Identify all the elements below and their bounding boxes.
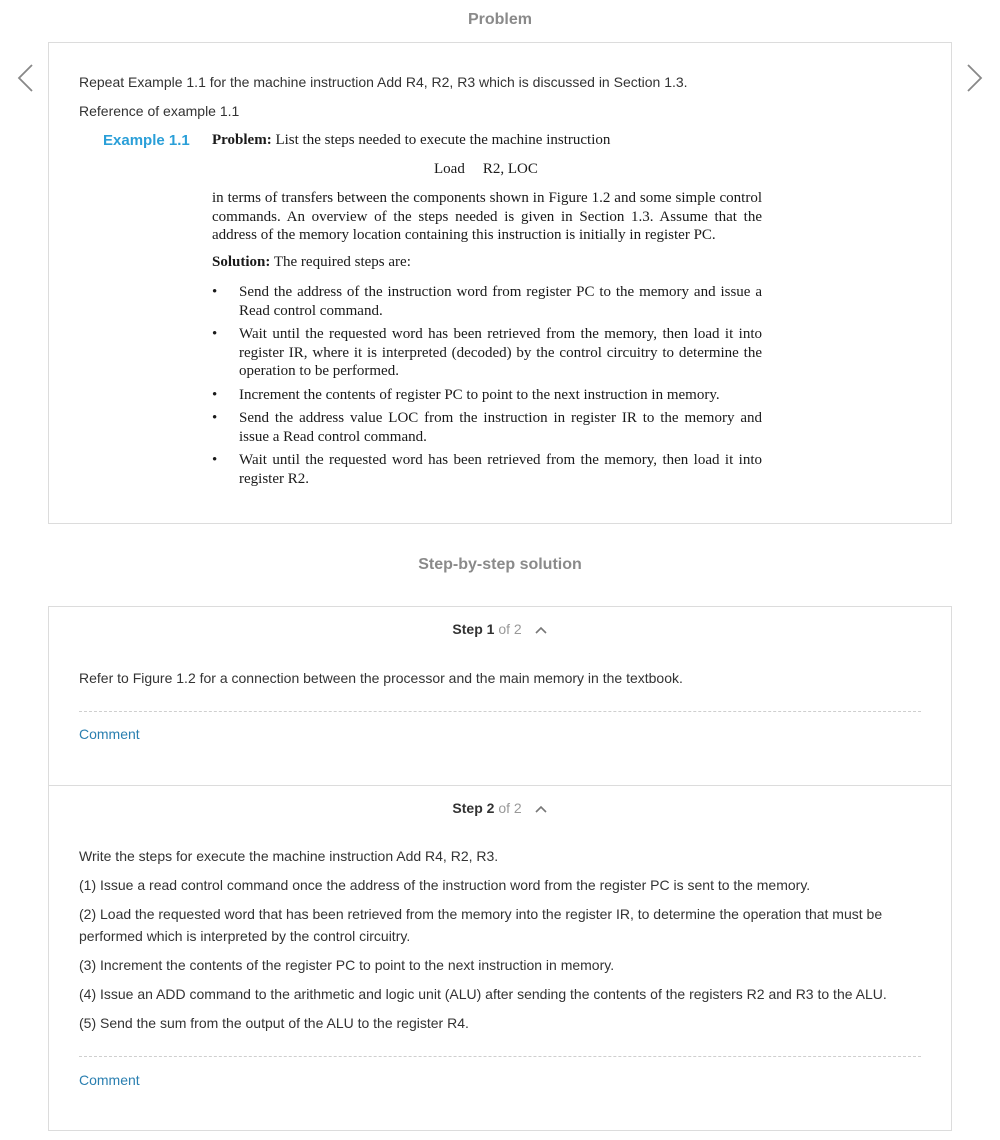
step-paragraph: (4) Issue an ADD command to the arithmetic and logic unit (ALU) after sending the contents of the registers R2 and R3 to the ALU. — [79, 986, 887, 1002]
list-item: • Increment the contents of register PC to point to the next instruction in memory. — [212, 386, 720, 403]
chevron-right-icon — [964, 62, 986, 94]
step-count: of 2 — [498, 800, 522, 816]
chevron-up-icon[interactable] — [534, 622, 548, 638]
next-problem-button[interactable] — [964, 62, 986, 94]
step-label: Step 2 — [452, 800, 495, 816]
step-paragraph: (2) Load the requested word that has been retrieved from the memory into the register IR, to determine the operation that must be performed which is interpreted by the control circuitry. — [79, 906, 883, 944]
list-item: • Wait until the requested word has been retrieved from the memory, then load it into register R2. — [212, 452, 762, 487]
example-problem — [212, 131, 772, 150]
reference-label: Reference of example 1.1 — [79, 103, 240, 119]
list-item: • Send the address value LOC from the instruction in register IR to the memory and issue a Read control command. — [212, 410, 762, 445]
list-item: • Send the address of the instruction word from register PC to the memory and issue a Read control command. — [212, 284, 762, 319]
chevron-up-icon[interactable] — [534, 801, 548, 817]
solution-heading: Step-by-step solution — [418, 556, 582, 573]
step-label: Step 1 — [452, 621, 495, 637]
problem-statement: Repeat Example 1.1 for the machine instruction Add R4, R2, R3 which is discussed in Section 1.3. — [79, 74, 688, 90]
divider — [79, 1056, 921, 1057]
comment-link[interactable]: Comment — [79, 726, 140, 742]
step-2 — [49, 785, 951, 1130]
previous-problem-button[interactable] — [14, 62, 36, 94]
list-item: • Wait until the requested word has been retrieved from the memory, then load it into register IR, where it is interpreted (decoded) by the control circuitry to determine the operation to be performed. — [212, 326, 762, 379]
instruction-args: R2, LOC — [482, 161, 538, 177]
step-header[interactable] — [49, 621, 951, 638]
example-instruction — [434, 160, 538, 179]
example-description: in terms of transfers between the components shown in Figure 1.2 and some simple control commands. An overview of the steps needed is given in Section 1.3. Assume that the address of the memory location containing this instruction is initially in register PC. — [212, 190, 762, 243]
problem-card — [48, 42, 952, 524]
step-paragraph: (5) Send the sum from the output of the ALU to the register R4. — [79, 1015, 469, 1031]
step-paragraph: (1) Issue a read control command once the address of the instruction word from the register PC is sent to the memory. — [79, 877, 811, 893]
example-solution — [212, 253, 411, 272]
step-body — [79, 667, 909, 696]
example-problem-prefix: Problem: — [212, 132, 272, 148]
steps-card — [48, 606, 952, 1131]
step-paragraph: Refer to Figure 1.2 for a connection between the processor and the main memory in the textbook. — [79, 670, 683, 686]
instruction-op: Load — [434, 161, 465, 177]
step-paragraph: (3) Increment the contents of the register PC to point to the next instruction in memory. — [79, 957, 615, 973]
example-steps-list — [212, 283, 762, 493]
divider — [79, 711, 921, 712]
problem-heading: Problem — [467, 11, 532, 28]
chevron-left-icon — [14, 62, 36, 94]
step-1 — [49, 607, 951, 785]
step-header[interactable] — [49, 800, 951, 817]
example-solution-text: The required steps are: — [273, 254, 411, 270]
example-solution-prefix: Solution: — [212, 254, 271, 270]
step-body — [79, 845, 909, 1041]
step-paragraph: Write the steps for execute the machine instruction Add R4, R2, R3. — [79, 848, 499, 864]
example-problem-text: List the steps needed to execute the machine instruction — [275, 132, 611, 148]
example-label: Example 1.1 — [103, 132, 190, 149]
comment-link[interactable]: Comment — [79, 1072, 140, 1088]
step-count: of 2 — [498, 621, 522, 637]
